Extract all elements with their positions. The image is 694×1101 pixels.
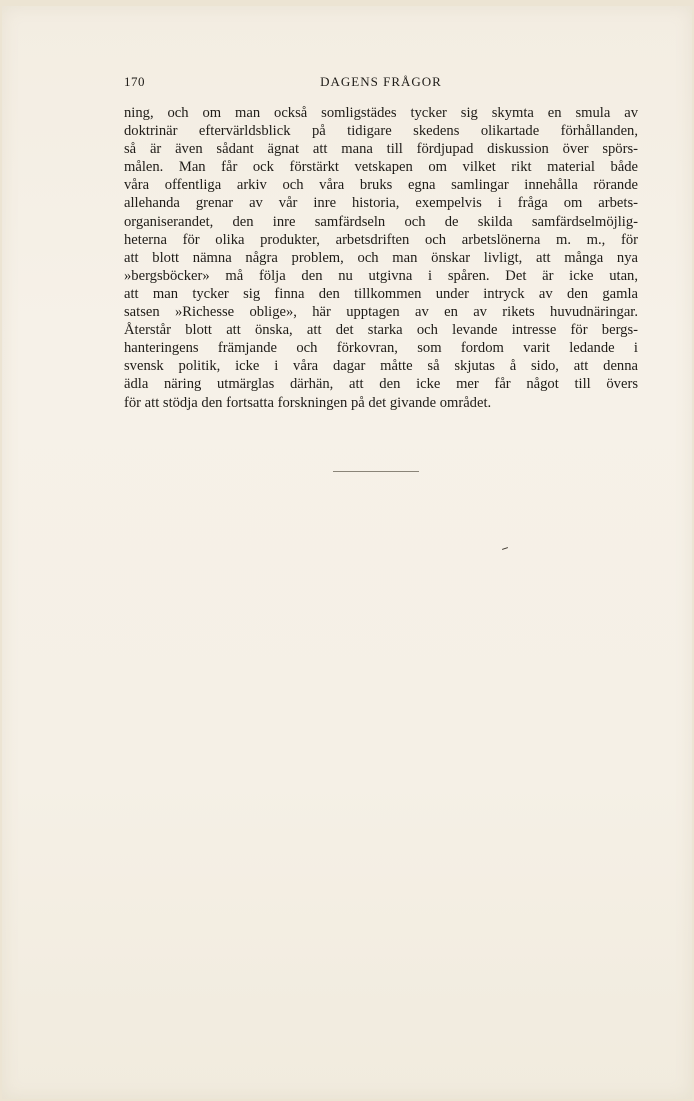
text-line: målen. Man får ock förstärkt vetskapen om vilket rikt material både — [124, 159, 638, 176]
text-line: organiserandet, den inre samfärdseln och de skilda samfärdselmöjlig- — [124, 213, 638, 230]
text-line: ning, och om man också somligstädes tycker sig skymta en smula av — [124, 105, 638, 121]
text-line: hanteringens främjande och förkovran, som fordom varit ledande i — [124, 340, 638, 357]
text-line: ädla näring utmärglas därhän, att den icke mer får något till övers — [124, 376, 638, 393]
text-line: svensk politik, icke i våra dagar måtte så skjutas å sido, att denna — [124, 358, 638, 375]
text-line: »bergsböcker» må följa den nu utgivna i spåren. Det är icke utan, — [124, 267, 638, 284]
text-line: Återstår blott att önska, att det starka och levande intresse för bergs- — [124, 322, 638, 339]
text-line: att blott nämna några problem, och man önskar livligt, att många nya — [124, 249, 638, 266]
section-divider — [333, 471, 419, 472]
text-line: satsen »Richesse oblige», här upptagen av en av rikets huvudnäringar. — [124, 304, 638, 321]
body-paragraph — [124, 104, 638, 412]
text-line: doktrinär eftervärldsblick på tidigare skedens olikartade förhållanden, — [124, 123, 638, 140]
text-line: heterna för olika produkter, arbetsdriften och arbetslönerna m. m., för — [124, 231, 638, 248]
text-line: för att stödja den fortsatta forskningen på det givande området. — [124, 394, 492, 411]
text-line: så är även sådant ägnat att mana till fördjupad diskussion över spörs- — [124, 141, 638, 158]
running-title: DAGENS FRÅGOR — [320, 74, 442, 89]
page-number: 170 — [124, 74, 145, 89]
text-line: våra offentliga arkiv och våra bruks egna samlingar innehålla rörande — [124, 177, 638, 194]
text-line: att man tycker sig finna den tillkommen under intryck av den gamla — [124, 285, 638, 302]
text-line: allehanda grenar av vår inre historia, exempelvis i fråga om arbets- — [124, 195, 638, 212]
page-header — [124, 74, 638, 94]
